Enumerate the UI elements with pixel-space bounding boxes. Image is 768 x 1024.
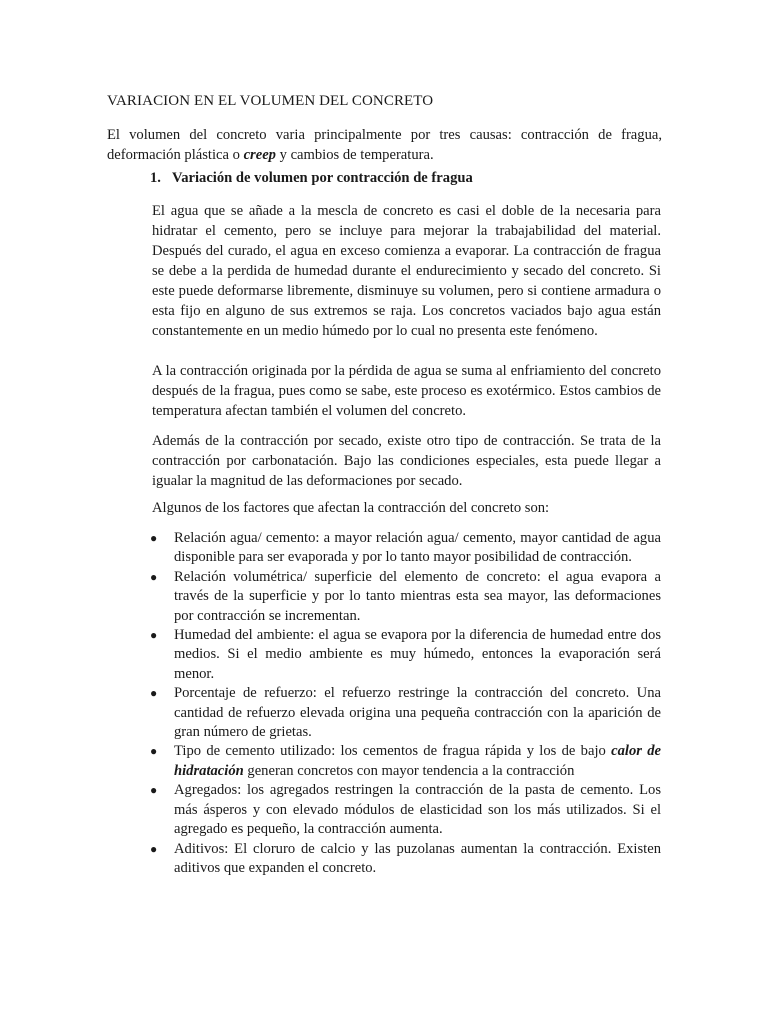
list-item <box>150 742 661 781</box>
body-paragraph: El agua que se añade a la mescla de concreto es casi el doble de la necesaria para hidratar el cemento, pero se incluye para mejorar la trabajabilidad del material. Después del curado, el agua en exceso comienza a evaporar. La contracción de fragua se debe a la perdida de humedad durante el endurecimiento y secado del concreto. Si este puede deformarse libremente, disminuye su volumen, pero si contiene armadura o esta fijo en alguno de sus extremos se raja. Los concretos vaciados bajo agua están constantemente en un medio húmedo por lo cual no presenta este fenómeno. <box>152 203 661 339</box>
list-item <box>150 568 661 626</box>
list-item-text: Porcentaje de refuerzo: el refuerzo restringe la contracción del concreto. Una cantidad de refuerzo elevada origina una pequeña contracción con la aparición de gran número de grietas. <box>174 685 661 741</box>
intro-text-after: y cambios de temperatura. <box>275 147 434 163</box>
intro-emphasis: creep <box>243 147 276 163</box>
bullet-icon: ● <box>150 569 158 584</box>
bullet-icon: ● <box>150 744 158 759</box>
bullet-icon: ● <box>150 783 158 798</box>
list-item <box>150 781 661 839</box>
body-paragraph: A la contracción originada por la pérdida de agua se suma al enfriamiento del concreto después de la fragua, pues como se sabe, este proceso es exotérmico. Estos cambios de temperatura afectan también el volumen del concreto. <box>152 363 661 419</box>
bullet-icon: ● <box>150 841 158 856</box>
list-item-text: Humedad del ambiente: el agua se evapora por la diferencia de humedad entre dos medios. Si el medio ambiente es muy húmedo, entonces la evaporación será menor. <box>174 627 661 682</box>
list-item-text: Relación volumétrica/ superficie del elemento de concreto: el agua evapora a través de la superficie y por lo tanto mientras esta sea mayor, las deformaciones por contracción se incrementan. <box>174 568 661 624</box>
intro-paragraph <box>107 125 662 165</box>
list-item-emphasis: calor de hidratación <box>174 743 661 779</box>
list-item <box>150 684 661 742</box>
list-item-text-before: Tipo de cemento utilizado: los cementos de fragua rápida y los de bajo <box>174 743 612 760</box>
bullet-icon: ● <box>150 628 158 643</box>
document-title: VARIACION EN EL VOLUMEN DEL CONCRETO <box>107 93 434 109</box>
list-item-text: Relación agua/ cemento: a mayor relación agua/ cemento, mayor cantidad de agua disponible para ser evaporada y por lo tanto mayor posibilidad de contracción. <box>174 530 661 566</box>
bullet-icon: ● <box>150 686 158 701</box>
section-heading-text: Variación de volumen por contracción de fragua <box>172 170 473 186</box>
list-item-text: Aditivos: El cloruro de calcio y las puzolanas aumentan la contracción. Existen aditivos que expanden el concreto. <box>174 840 661 876</box>
body-paragraph: Además de la contracción por secado, existe otro tipo de contracción. Se trata de la contracción por carbonatación. Bajo las condiciones especiales, esta puede llegar a igualar la magnitud de las deformaciones por secado. <box>152 433 661 489</box>
list-item <box>150 529 661 568</box>
bullet-icon: ● <box>150 531 158 545</box>
factors-list <box>150 529 661 878</box>
section-number: 1. <box>150 170 161 186</box>
list-item <box>150 626 661 684</box>
list-item-text: Agregados: los agregados restringen la contracción de la pasta de cemento. Los más ásperos y con elevado módulos de elasticidad son los más utilizados. Si el agregado es pequeño, la contracción aumenta. <box>174 782 661 838</box>
list-item <box>150 840 661 879</box>
section-heading <box>150 170 473 187</box>
factors-intro-paragraph: Algunos de los factores que afectan la contracción del concreto son: <box>152 500 550 516</box>
intro-text-before: El volumen del concreto varia principalmente por tres causas: contracción de fragua, deformación plástica o <box>107 127 662 163</box>
list-item-text-after: generan concretos con mayor tendencia a la contracción <box>243 762 575 779</box>
